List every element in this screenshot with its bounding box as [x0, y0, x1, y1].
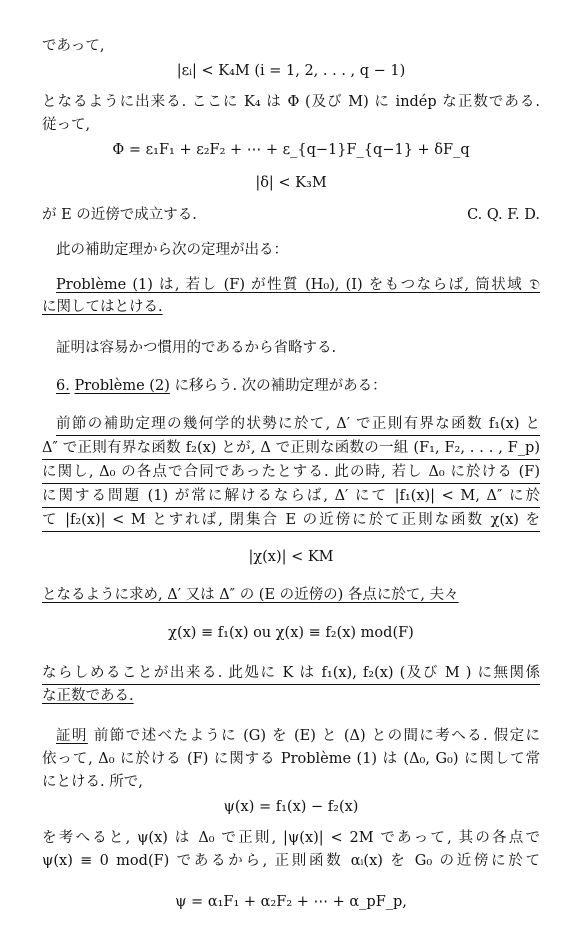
lemma-line: 前節の補助定理の幾何学的状勢に於て, Δ′ で正則有界な函数 f₁(x) と [56, 414, 540, 436]
formula-delta-bound: |δ| < K₃M [255, 175, 327, 191]
formula-chi-bound: |χ(x)| < KM [248, 549, 334, 565]
formula-phi-expansion: Φ = ε₁F₁ + ε₂F₂ + ⋯ + ε_{q−1}F_{q−1} + δF_q [112, 142, 470, 158]
lemma-text: となるように求め, Δ′ 又は Δ″ の (E の近傍の) 各点に於て, 夫々 [42, 587, 459, 603]
proof-line [56, 726, 540, 746]
text-line: を考へると, ψ(x) は Δ₀ で正則, |ψ(x)| < 2M であって, 其の各点で [42, 830, 540, 846]
section-title: Problème (2) [74, 378, 170, 394]
text-line: ψ(x) ≡ 0 mod(F) であるから, 正則函数 αᵢ(x) を G₀ の近傍に於て [42, 853, 540, 869]
formula-chi-congruence: χ(x) ≡ f₁(x) ou χ(x) ≡ f₂(x) mod(F) [168, 625, 414, 641]
text-line: となるように出来る. ここに K₄ は Φ (及び M) に indép な正数である. [42, 94, 540, 110]
text-line: であって, [42, 38, 105, 54]
proof-label: 証明 [56, 728, 88, 744]
lemma-line [42, 686, 540, 706]
theorem-statement-line [56, 275, 540, 295]
theorem-statement-line [42, 297, 540, 317]
section-number: 6. [56, 378, 70, 394]
proof-text: 前節で述べたように (G) を (E) と (Δ) との間に考へる. 假定に [87, 728, 540, 744]
formula-psi-definition: ψ(x) = f₁(x) − f₂(x) [223, 799, 359, 815]
lemma-line: に関し, Δ₀ の各点で合同であったとする. 此の時, 若し Δ₀ に於ける (F) [42, 462, 540, 484]
theorem-text: に関してはとける. [42, 299, 163, 315]
text-segment: が E の近傍で成立する. [42, 207, 197, 223]
section-heading-text: に移らう. 次の補助定理がある： [169, 378, 387, 394]
lemma-line: ならしめることが出来る. 此処に K は f₁(x), f₂(x) (及び M ) に無関係 [42, 663, 540, 685]
formula-psi-expansion: ψ = α₁F₁ + α₂F₂ + ⋯ + α_pF_p, [175, 894, 407, 910]
text-line: 従って, [42, 117, 91, 133]
text-line: 証明は容易かつ慣用的であるから省略する. [56, 340, 337, 356]
text-line-qed [42, 205, 540, 225]
theorem-text: Problème (1) は, 若し (F) が性質 (H₀), (I) をもつならば, 筒状域 𝔇 [56, 277, 540, 293]
lemma-line: て |f₂(x)| < M とすれば, 閉集合 E の近傍に於て正則な函数 χ(x) を [42, 510, 540, 532]
lemma-line: に関する問題 (1) が常に解けるならば, Δ′ にて |f₁(x)| < M, Δ″ に於 [42, 486, 540, 508]
section-heading [56, 376, 540, 396]
text-line: 此の補助定理から次の定理が出る： [56, 242, 288, 258]
qed-mark: C. Q. F. D. [467, 207, 540, 223]
lemma-line [42, 585, 540, 605]
lemma-line: Δ″ で正則有界な函数 f₂(x) とが, Δ で正則な函数の一組 (F₁, F₂, . . . , F_p) [42, 438, 540, 460]
text-line: 依って, Δ₀ に於ける (F) に関する Problème (1) は (Δ₀, G₀) に関して常 [42, 751, 540, 767]
formula-epsilon-bound: |εᵢ| < K₄M (i = 1, 2, . . . , q − 1) [176, 63, 406, 79]
lemma-text: な正数である. [42, 688, 134, 704]
text-line: にとける. 所で, [42, 774, 143, 790]
